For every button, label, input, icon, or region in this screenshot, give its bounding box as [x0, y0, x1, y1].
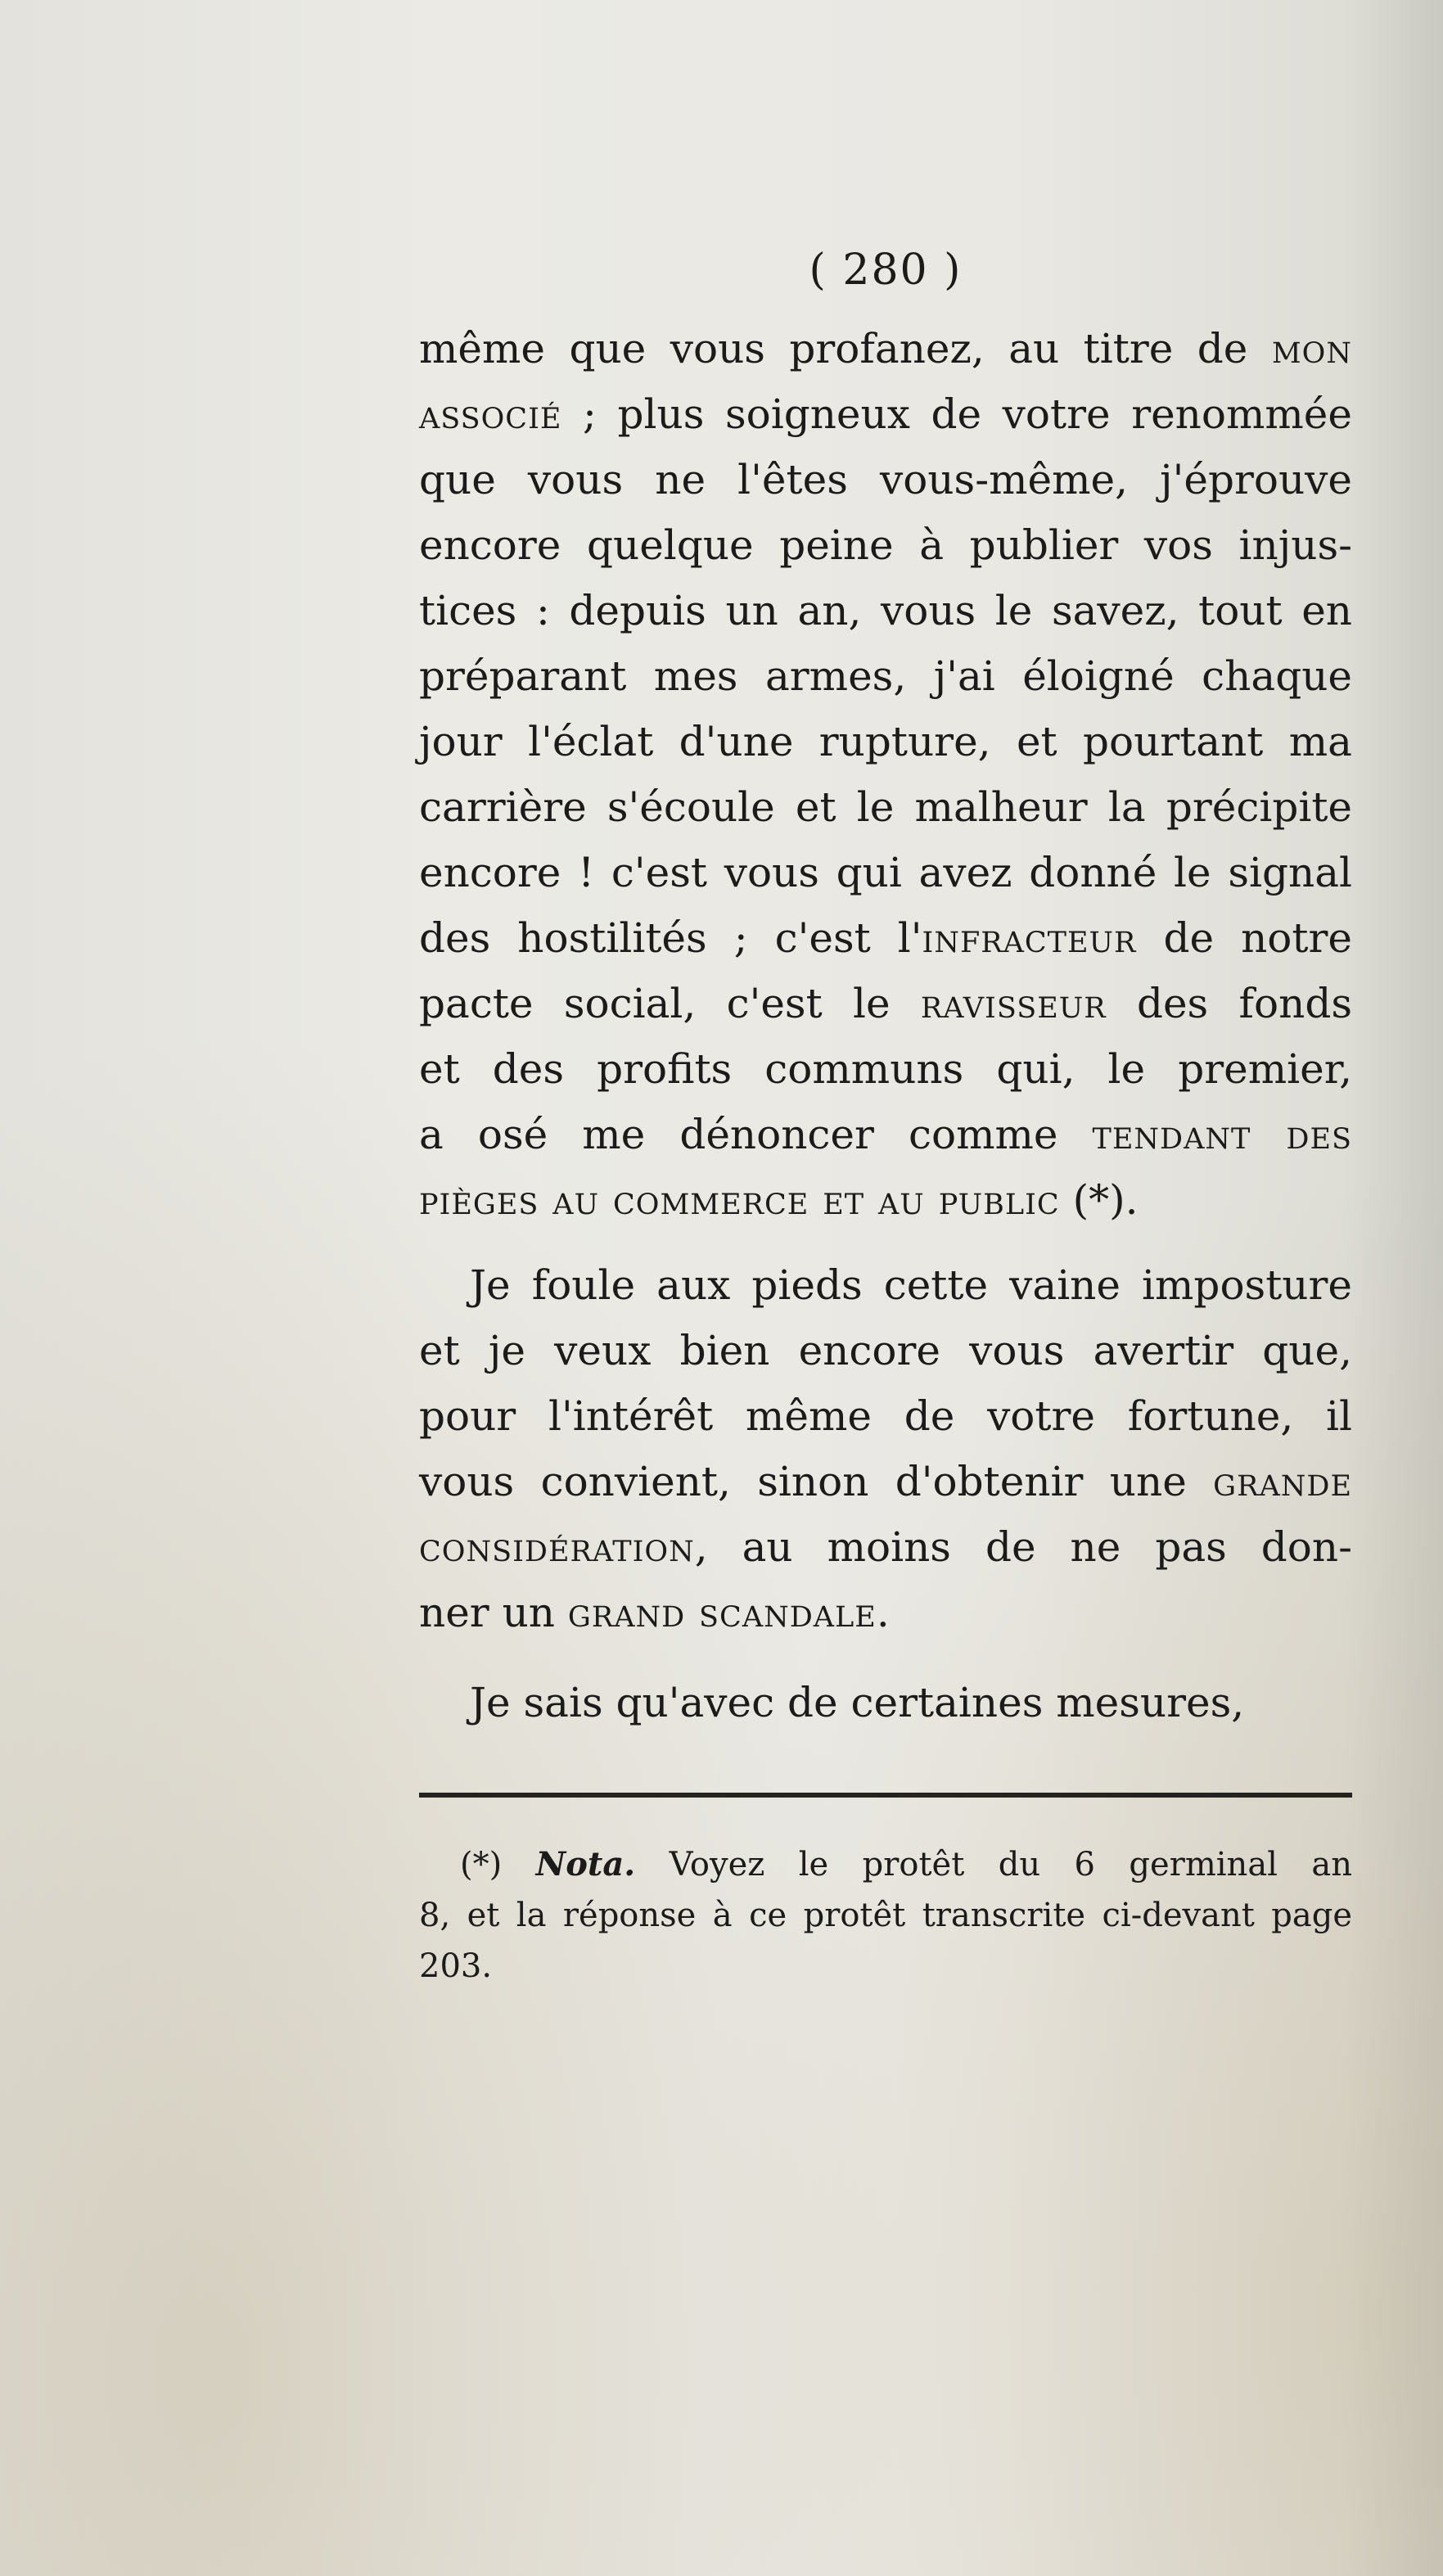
text-line-8	[419, 774, 1352, 840]
text-line-6	[419, 643, 1352, 709]
text-line-19	[419, 1514, 1352, 1580]
text-run: des fonds	[1106, 980, 1352, 1027]
page-number: ( 280 )	[809, 246, 963, 295]
text-line-4	[419, 512, 1352, 578]
footnote-line-1	[419, 1842, 1352, 1888]
text-line-18	[419, 1449, 1352, 1514]
text-line-13	[419, 1102, 1352, 1167]
text-run: ; plus soigneux de votre renommée	[561, 390, 1352, 438]
small-caps-run: associé	[419, 390, 562, 438]
small-caps-run: considération	[419, 1523, 695, 1571]
text-run: des hostilités ; c'est l'	[419, 914, 922, 962]
small-caps-run: infracteur	[922, 914, 1137, 962]
text-line-21	[419, 1670, 1352, 1735]
text-line-10	[419, 905, 1352, 971]
text-run: et je veux bien encore vous avertir que,	[419, 1327, 1352, 1374]
footnote-marker: (*)	[460, 1846, 503, 1884]
text-line-16	[419, 1318, 1352, 1383]
footnote-rule	[419, 1793, 1352, 1798]
text-line-20	[419, 1580, 1352, 1645]
text-run: Je sais qu'avec de certaines mesures,	[470, 1679, 1245, 1726]
text-line-9	[419, 840, 1352, 905]
text-run: (*).	[1059, 1176, 1139, 1224]
text-run: tices : depuis un an, vous le savez, tout en	[419, 587, 1352, 634]
text-run: pacte social, c'est le	[419, 980, 921, 1027]
text-line-11	[419, 971, 1352, 1036]
text-line-5	[419, 578, 1352, 643]
text-run: encore ! c'est vous qui avez donné le signal	[419, 849, 1352, 896]
footnote-line-2: 8, et la réponse à ce protêt transcrite ci-devant page	[419, 1897, 1352, 1934]
text-run: jour l'éclat d'une rupture, et pourtant ma	[419, 718, 1352, 765]
text-line-14	[419, 1167, 1352, 1233]
small-caps-run: grand scandale	[567, 1589, 877, 1636]
text-run: ner un	[419, 1589, 568, 1636]
small-caps-run: ravisseur	[920, 980, 1107, 1027]
text-run: et des profits communs qui, le premier,	[419, 1045, 1352, 1093]
text-run: carrière s'écoule et le malheur la précipite	[419, 783, 1352, 831]
text-run: préparant mes armes, j'ai éloigné chaque	[419, 652, 1352, 700]
text-run: même que vous profanez, au titre de	[419, 325, 1272, 372]
text-run: de notre	[1136, 914, 1352, 962]
small-caps-run: grande	[1213, 1458, 1352, 1505]
text-line-2	[419, 381, 1352, 447]
small-caps-run: mon	[1271, 325, 1352, 372]
text-run: a osé me dénoncer comme	[419, 1111, 1093, 1158]
text-line-12	[419, 1036, 1352, 1102]
text-run: vous convient, sinon d'obtenir une	[419, 1458, 1214, 1505]
text-line-15	[419, 1252, 1352, 1318]
text-line-1	[419, 316, 1352, 381]
text-line-7	[419, 709, 1352, 774]
small-caps-run: tendant des	[1092, 1111, 1352, 1158]
footnote-nota: Nota.	[535, 1845, 636, 1884]
footnote-text-1: Voyez le protêt du 6 germinal an	[635, 1846, 1353, 1884]
text-line-3	[419, 447, 1352, 512]
text-line-17	[419, 1383, 1352, 1449]
text-run: , au moins de ne pas don-	[694, 1523, 1352, 1571]
footnote-line-3: 203.	[419, 1947, 493, 1985]
text-run: encore quelque peine à publier vos injus-	[419, 521, 1352, 569]
text-run: pour l'intérêt même de votre fortune, il	[419, 1392, 1352, 1440]
text-run: .	[876, 1589, 890, 1636]
text-run: que vous ne l'êtes vous-même, j'éprouve	[419, 456, 1352, 503]
text-run: Je foule aux pieds cette vaine imposture	[470, 1261, 1352, 1309]
small-caps-run: pièges au commerce et au public	[419, 1176, 1060, 1224]
